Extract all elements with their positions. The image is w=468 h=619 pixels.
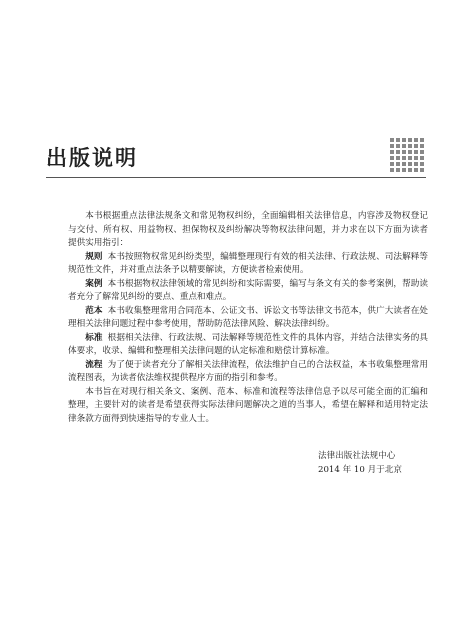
grid-dot bbox=[414, 150, 418, 154]
publication-date: 2014 年 10 月于北京 bbox=[318, 464, 402, 475]
paragraph-text: 本书根据物权法律领域的常见纠纷和实际需要，编写与条文有关的参考案例，帮助读者充分了解常见纠纷的要点、重点和难点。 bbox=[68, 278, 428, 302]
grid-dot bbox=[396, 162, 400, 166]
paragraph-lead: 流程 bbox=[85, 359, 103, 370]
grid-dot bbox=[402, 150, 406, 154]
grid-dot bbox=[390, 156, 394, 160]
paragraph-lead: 范本 bbox=[85, 305, 103, 316]
grid-dot bbox=[396, 144, 400, 148]
grid-dot bbox=[402, 144, 406, 148]
purpose-paragraph bbox=[68, 386, 428, 427]
procedures-paragraph bbox=[68, 359, 428, 386]
grid-dot bbox=[420, 156, 424, 160]
grid-dot bbox=[396, 168, 400, 172]
grid-dot bbox=[402, 162, 406, 166]
grid-dot bbox=[408, 162, 412, 166]
body-text bbox=[68, 210, 428, 426]
grid-dot bbox=[420, 150, 424, 154]
grid-dot bbox=[402, 168, 406, 172]
paragraph-text: 本书按照物权常见纠纷类型，编辑整理现行有效的相关法律、行政法规、司法解释等规范性文件，并对重点法条予以精要解读，方便读者检索使用。 bbox=[68, 251, 428, 275]
paragraph-text: 本书根据重点法律法规条文和常见物权纠纷，全面编辑相关法律信息，内容涉及物权登记与交付、所有权、用益物权、担保物权及纠纷解决等物权法律问题，并力求在以下方面为读者提供实用指引： bbox=[68, 211, 428, 248]
paragraph-lead: 案例 bbox=[85, 278, 103, 289]
grid-dot bbox=[396, 138, 400, 142]
page-title: 出版说明 bbox=[46, 146, 138, 170]
grid-dot bbox=[396, 150, 400, 154]
paragraph-text: 为了便于读者充分了解相关法律流程，依法维护自己的合法权益，本书收集整理常用流程图表，为读者依法维权提供程序方面的指引和参考。 bbox=[68, 359, 428, 383]
paragraph-text: 本书旨在对现行相关条文、案例、范本、标准和流程等法律信息予以尽可能全面的汇编和整理，主要针对的读者是希望获得实际法律问题解决之道的当事人，希望在解释和适用特定法律条款方面得到快速指导的专业人士。 bbox=[68, 386, 428, 424]
grid-dot bbox=[414, 156, 418, 160]
grid-dot bbox=[390, 144, 394, 148]
grid-dot bbox=[390, 168, 394, 172]
grid-dot bbox=[408, 138, 412, 142]
grid-dot bbox=[414, 138, 418, 142]
grid-dot bbox=[420, 144, 424, 148]
grid-dot bbox=[408, 156, 412, 160]
grid-dot bbox=[390, 138, 394, 142]
standards-paragraph bbox=[68, 332, 428, 359]
grid-dot bbox=[402, 138, 406, 142]
rules-paragraph bbox=[68, 251, 428, 278]
paragraph-lead: 规则 bbox=[85, 251, 103, 262]
title-divider bbox=[46, 177, 426, 178]
grid-dot bbox=[408, 168, 412, 172]
paragraph-text: 根据相关法律、行政法规、司法解释等规范性文件的具体内容，并结合法律实务的具体要求，收录、编辑和整理相关法律问题的认定标准和赔偿计算标准。 bbox=[68, 332, 428, 356]
paragraph-text: 本书收集整理常用合同范本、公证文书、诉讼文书等法律文书范本，供广大读者在处理相关法律问题过程中参考使用，帮助防范法律风险、解决法律纠纷。 bbox=[68, 305, 428, 329]
grid-dot bbox=[390, 162, 394, 166]
grid-dot bbox=[390, 150, 394, 154]
grid-dot bbox=[396, 156, 400, 160]
grid-dot bbox=[408, 150, 412, 154]
cases-paragraph bbox=[68, 278, 428, 305]
signature-block bbox=[318, 450, 402, 477]
templates-paragraph bbox=[68, 305, 428, 332]
decorative-dot-grid-icon bbox=[390, 138, 426, 174]
grid-dot bbox=[408, 144, 412, 148]
grid-dot bbox=[420, 162, 424, 166]
intro-paragraph bbox=[68, 210, 428, 251]
paragraph-lead: 标准 bbox=[85, 332, 103, 343]
publisher-name: 法律出版社法规中心 bbox=[318, 451, 396, 461]
grid-dot bbox=[414, 168, 418, 172]
grid-dot bbox=[420, 138, 424, 142]
grid-dot bbox=[402, 156, 406, 160]
grid-dot bbox=[420, 168, 424, 172]
grid-dot bbox=[414, 162, 418, 166]
grid-dot bbox=[414, 144, 418, 148]
